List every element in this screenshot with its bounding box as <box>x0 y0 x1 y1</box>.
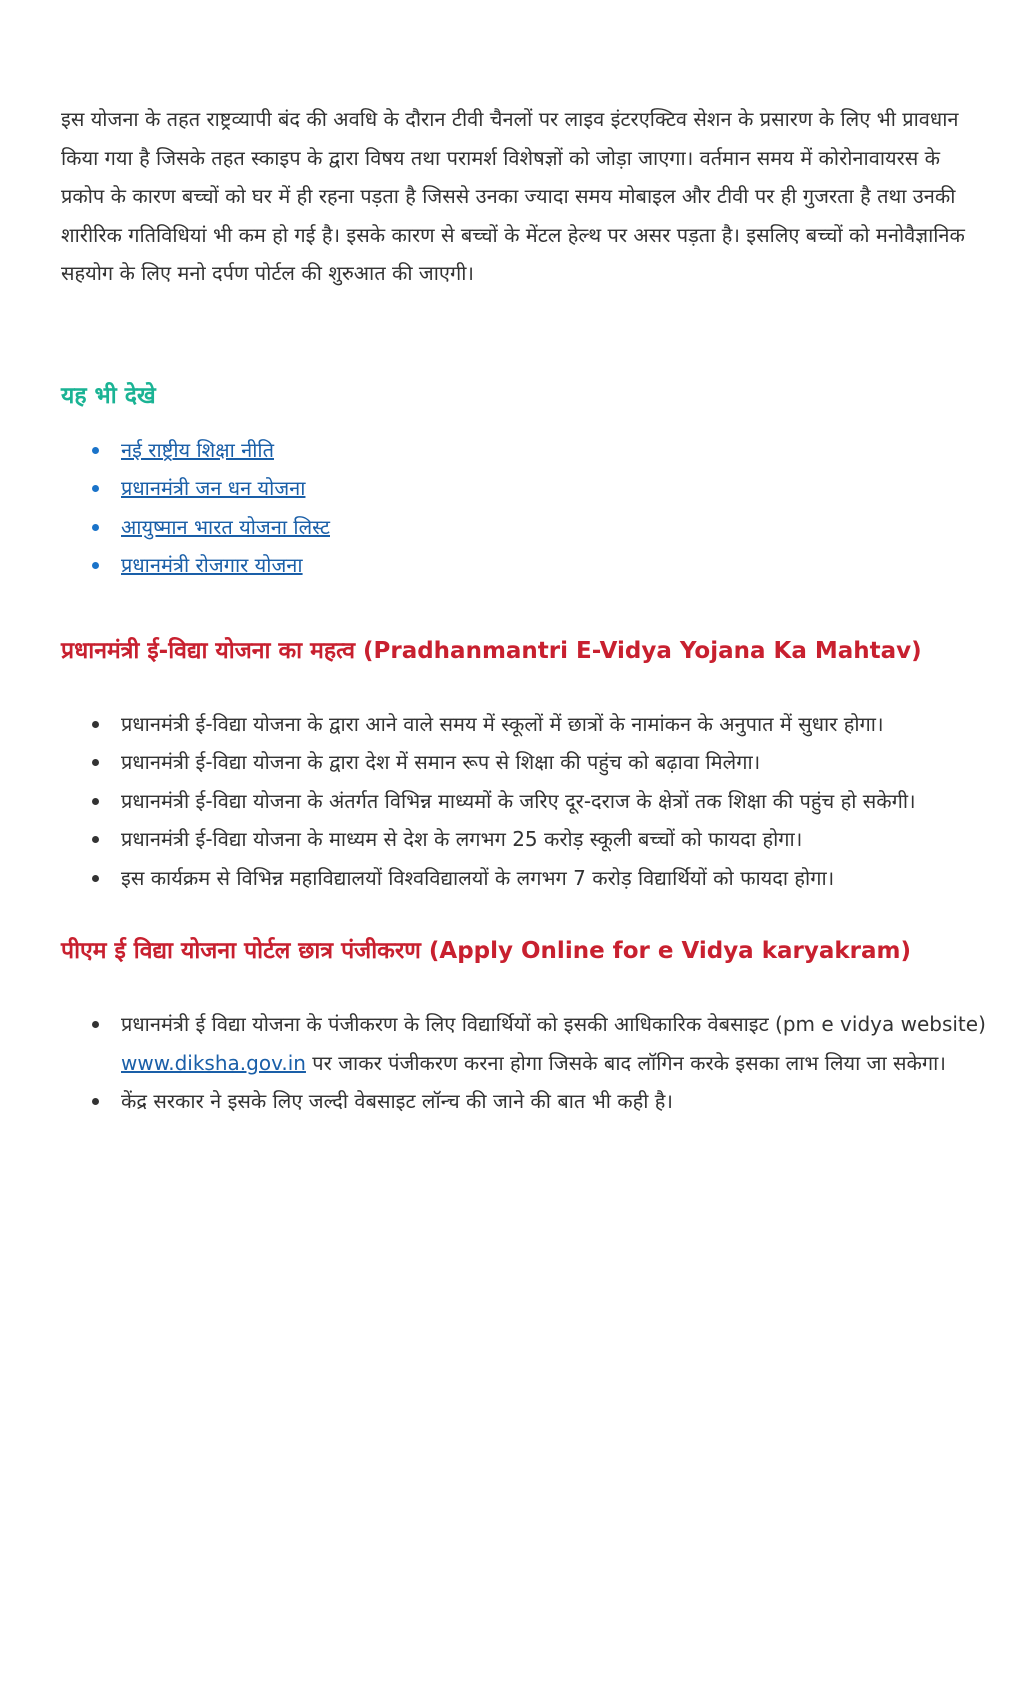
list-item: प्रधानमंत्री ई-विद्या योजना के माध्यम से देश के लगभग 25 करोड़ स्कूली बच्चों को फायदा होगा। <box>61 820 1024 859</box>
list-item: केंद्र सरकार ने इसके लिए जल्दी वेबसाइट लॉन्च की जाने की बात भी कही है। <box>61 1082 1024 1121</box>
link-rojgar-yojana[interactable]: प्रधानमंत्री रोजगार योजना <box>121 553 303 577</box>
apply-text-after: पर जाकर पंजीकरण करना होगा जिसके बाद लॉगिन करके इसका लाभ लिया जा सकेगा। <box>305 1050 946 1075</box>
link-ayushman-bharat-list[interactable]: आयुष्मान भारत योजना लिस्ट <box>121 514 330 539</box>
list-item: प्रधानमंत्री ई-विद्या योजना के अंतर्गत विभिन्न माध्यमों के जरिए दूर-दराज के क्षेत्रों तक शिक्षा की पहुंच हो सकेगी। <box>61 782 1024 821</box>
list-item: प्रधानमंत्री ई-विद्या योजना के द्वारा देश में समान रूप से शिक्षा की पहुंच को बढ़ावा मिलेगा। <box>61 743 1024 782</box>
list-item <box>61 508 984 547</box>
list-item <box>61 546 984 585</box>
list-item: प्रधानमंत्री ई-विद्या योजना के द्वारा आने वाले समय में स्कूलों में छात्रों के नामांकन के अनुपात में सुधार होगा। <box>61 705 1024 744</box>
list-item: इस कार्यक्रम से विभिन्न महाविद्यालयों विश्वविद्यालयों के लगभग 7 करोड़ विद्यार्थियों को फायदा होगा। <box>61 859 1024 898</box>
diksha-website-link[interactable]: www.diksha.gov.in <box>121 1050 306 1075</box>
link-jan-dhan-yojana[interactable]: प्रधानमंत्री जन धन योजना <box>121 476 306 500</box>
importance-list <box>61 705 984 898</box>
list-item <box>61 431 984 470</box>
importance-heading: प्रधानमंत्री ई-विद्या योजना का महत्व (Pradhanmantri E-Vidya Yojana Ka Mahtav) <box>61 637 922 664</box>
link-new-education-policy[interactable]: नई राष्ट्रीय शिक्षा नीति <box>121 437 274 462</box>
apply-online-heading: पीएम ई विद्या योजना पोर्टल छात्र पंजीकरण (Apply Online for e Vidya karyakram) <box>61 938 912 964</box>
list-item <box>61 1005 1024 1082</box>
list-item <box>61 469 984 508</box>
apply-text-before: प्रधानमंत्री ई विद्या योजना के पंजीकरण के लिए विद्यार्थियों को इसकी आधिकारिक वेबसाइट (pm e vidya website) <box>121 1012 986 1036</box>
apply-list <box>61 1005 984 1121</box>
see-also-list <box>61 431 984 585</box>
intro-paragraph: इस योजना के तहत राष्ट्रव्यापी बंद की अवधि के दौरान टीवी चैनलों पर लाइव इंटरएक्टिव सेशन के प्रसारण के लिए भी प्रावधान किया गया है जिसके तहत स्काइप के द्वारा विषय तथा परामर्श विशेषज्ञों को जोड़ा जाएगा। वर्तमान समय में कोरोनावायरस के प्रकोप के कारण बच्चों को घर में ही रहना पड़ता है जिससे उनका ज्यादा समय मोबाइल और टीवी पर ही गुजरता है तथा उनकी शारीरिक गतिविधियां भी कम हो गई है। इसके कारण से बच्चों के मेंटल हेल्थ पर असर पड़ता है। इसलिए बच्चों को मनोवैज्ञानिक सहयोग के लिए मनो दर्पण पोर्टल की शुरुआत की जाएगी। <box>61 107 965 285</box>
see-also-heading: यह भी देखे <box>61 382 156 409</box>
